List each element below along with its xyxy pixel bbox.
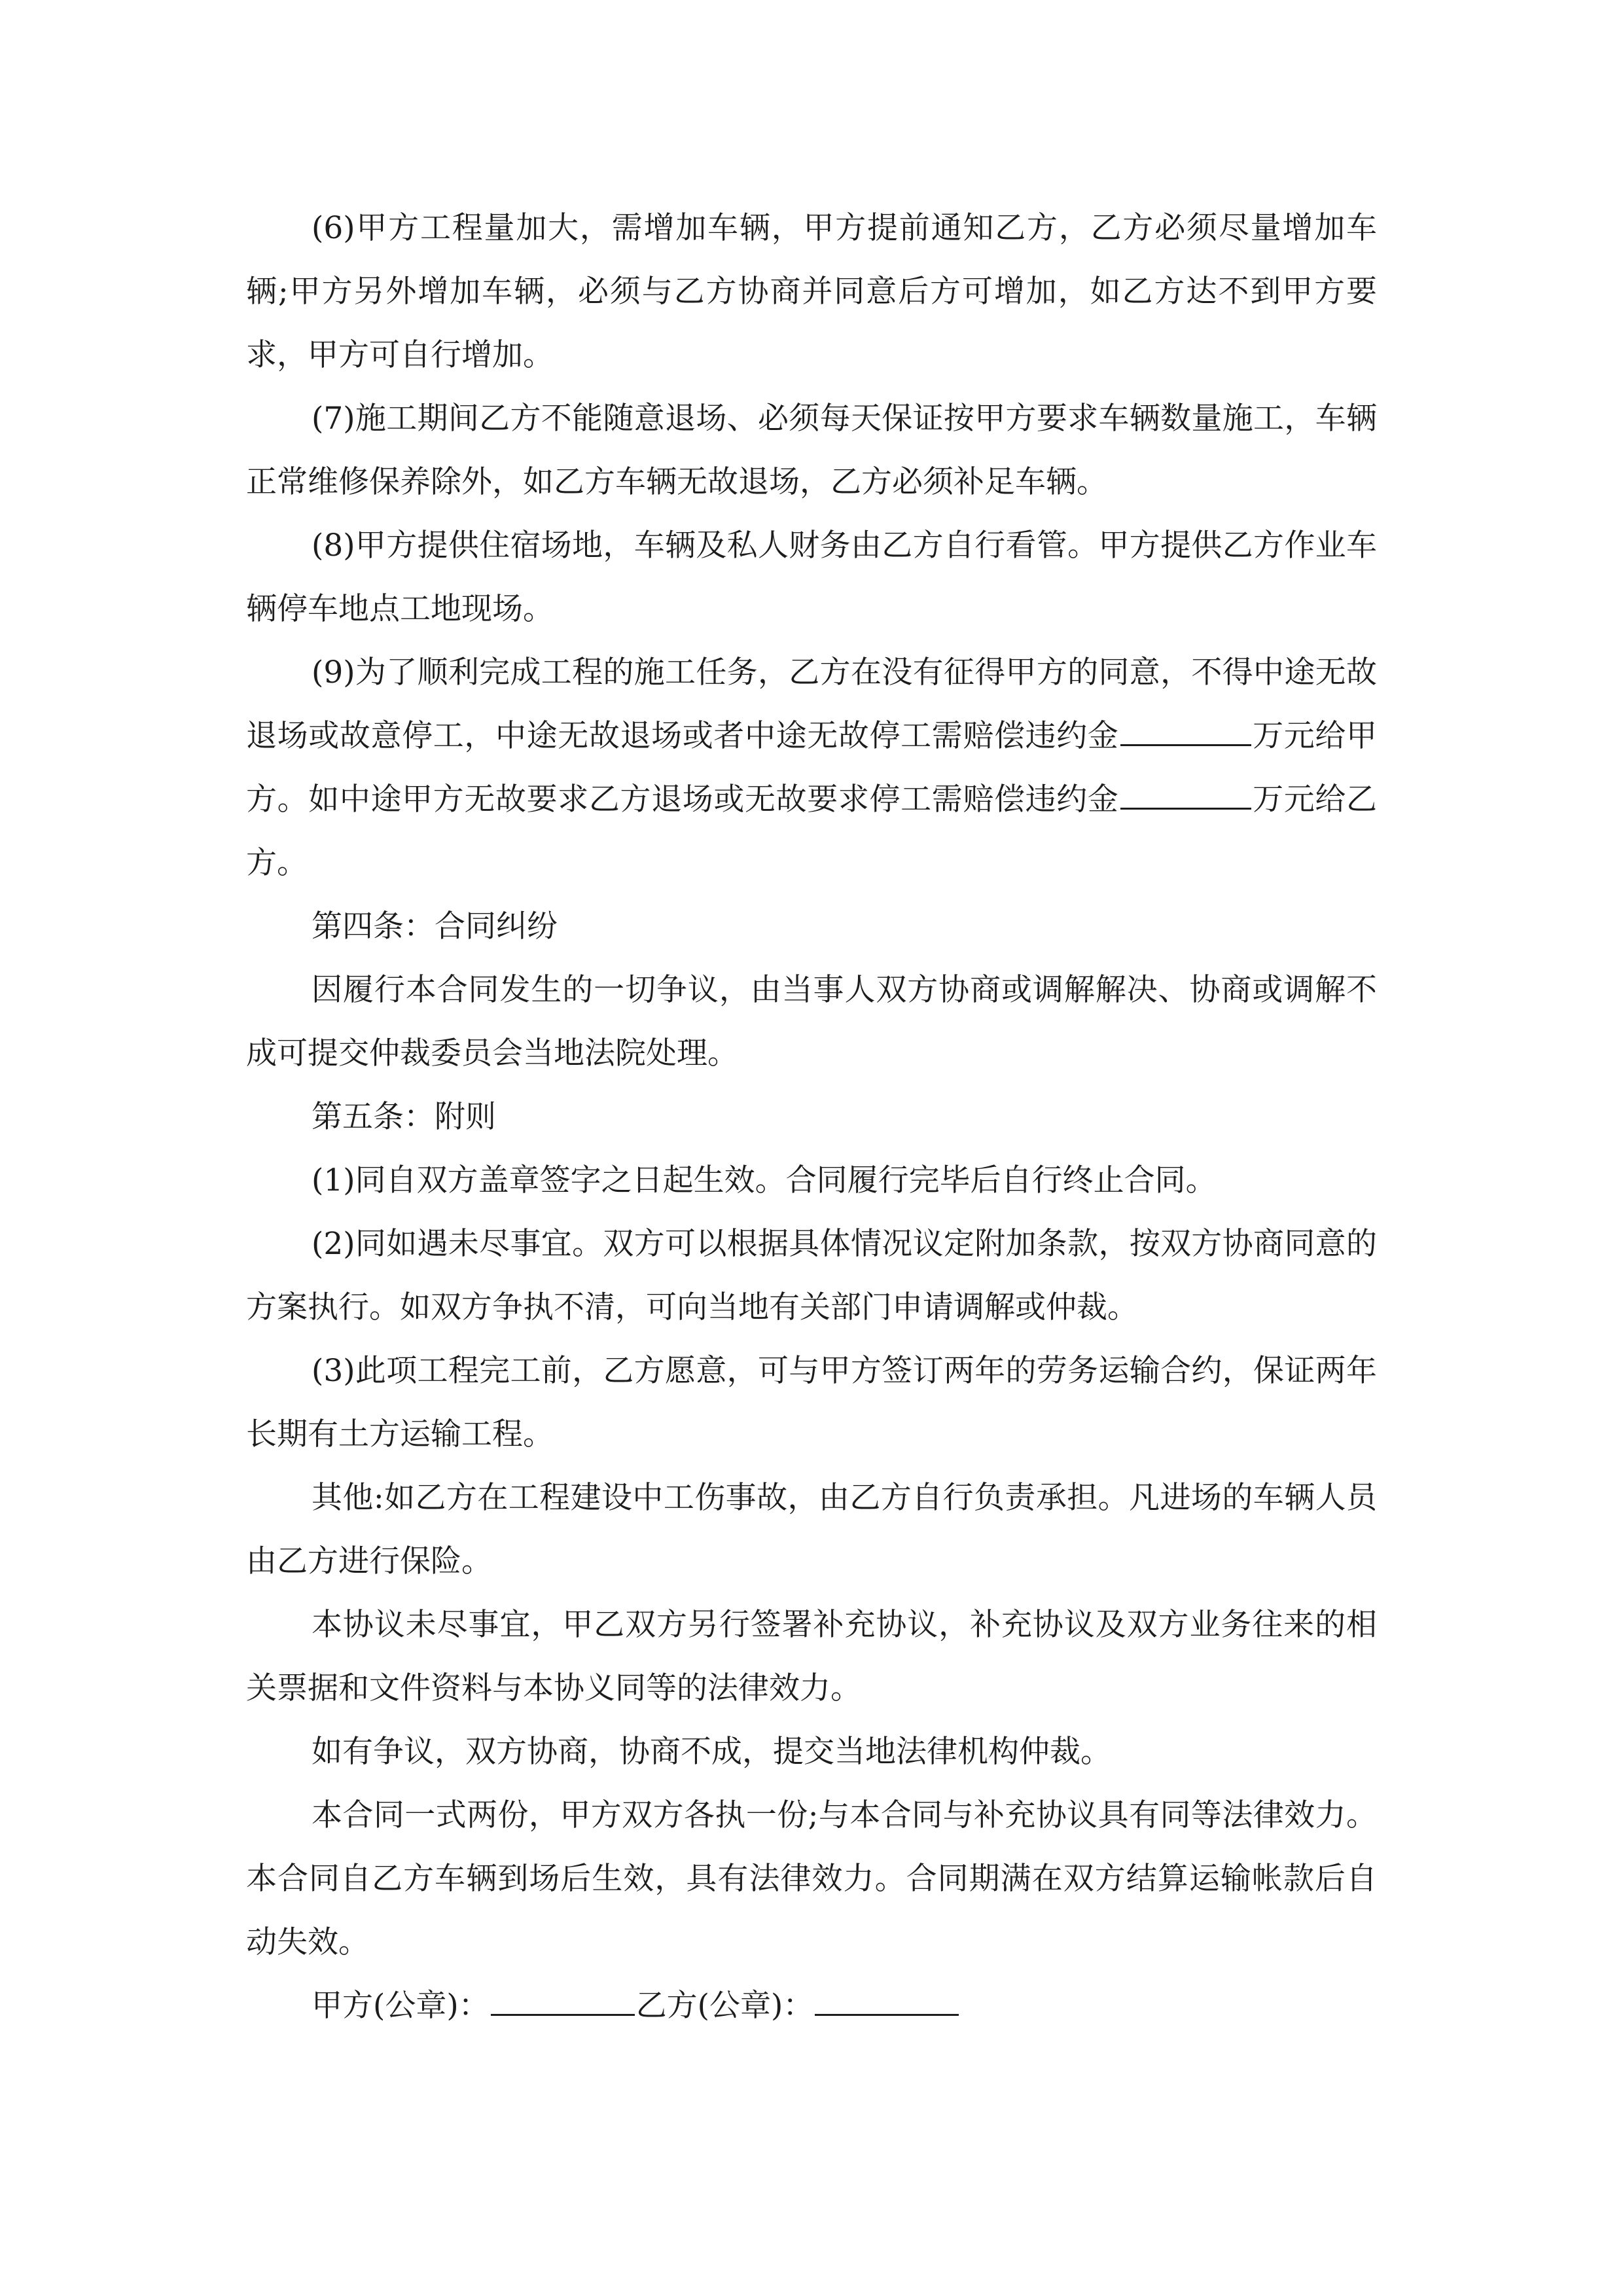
clause-9 [246,641,1377,895]
document-body [246,196,1377,2037]
clause-9-part2: 万元给甲方。如中途甲方无故要求乙方退场或无故要求停工需赔偿违约金 [246,718,1377,817]
party-b-seal-label: 乙方(公章)： [635,1988,814,2024]
section-4-text: 因履行本合同发生的一切争议，由当事人双方协商或调解解决、协商或调解不成可提交仲裁委员会当地法院处理。 [246,972,1377,1071]
party-a-seal-label: 甲方(公章)： [312,1988,490,2024]
party-b-seal-blank [815,1988,959,2016]
copies-clause: 本合同一式两份，甲方双方各执一份;与本合同与补充协议具有同等法律效力。本合同自乙方车辆到场后生效，具有法律效力。合同期满在双方结算运输帐款后自动失效。 [246,1797,1377,1960]
party-a-seal-blank [491,1988,635,2016]
section-5-item-2: (2)同如遇未尽事宜。双方可以根据具体情况议定附加条款，按双方协商同意的方案执行。如双方争执不清，可向当地有关部门申请调解或仲裁。 [246,1226,1377,1325]
clause-8: (8)甲方提供住宿场地，车辆及私人财务由乙方自行看管。甲方提供乙方作业车辆停车地点工地现场。 [246,528,1377,627]
penalty-amount-blank-b [1120,781,1251,810]
section-4-title: 第四条：合同纠纷 [312,908,558,944]
section-5-title: 第五条：附则 [312,1099,496,1135]
clause-7: (7)施工期间乙方不能随意退场、必须每天保证按甲方要求车辆数量施工，车辆正常维修保养除外，如乙方车辆无故退场，乙方必须补足车辆。 [246,401,1377,500]
dispute-clause: 如有争议，双方协商，协商不成，提交当地法律机构仲裁。 [312,1734,1111,1770]
penalty-amount-blank-a [1120,718,1251,746]
section-5-item-3: (3)此项工程完工前，乙方愿意，可与甲方签订两年的劳务运输合约，保证两年长期有土方运输工程。 [246,1353,1377,1452]
signature-line [246,1974,1377,2037]
clause-9-part3: 万元给乙方。 [246,781,1377,881]
supplement-clause: 本协议未尽事宜，甲乙双方另行签署补充协议，补充协议及双方业务往来的相关票据和文件资料与本协义同等的法律效力。 [246,1607,1377,1706]
other-clause: 其他:如乙方在工程建设中工伤事故，由乙方自行负责承担。凡进场的车辆人员由乙方进行保险。 [246,1480,1377,1579]
section-5-item-1: (1)同自双方盖章签字之日起生效。合同履行完毕后自行终止合同。 [312,1162,1217,1198]
clause-6: (6)甲方工程量加大，需增加车辆，甲方提前通知乙方，乙方必须尽量增加车辆;甲方另外增加车辆，必须与乙方协商并同意后方可增加，如乙方达不到甲方要求，甲方可自行增加。 [246,210,1377,373]
clause-9-part1: (9)为了顺利完成工程的施工任务，乙方在没有征得甲方的同意，不得中途无故退场或故意停工，中途无故退场或者中途无故停工需赔偿违约金 [246,655,1377,754]
